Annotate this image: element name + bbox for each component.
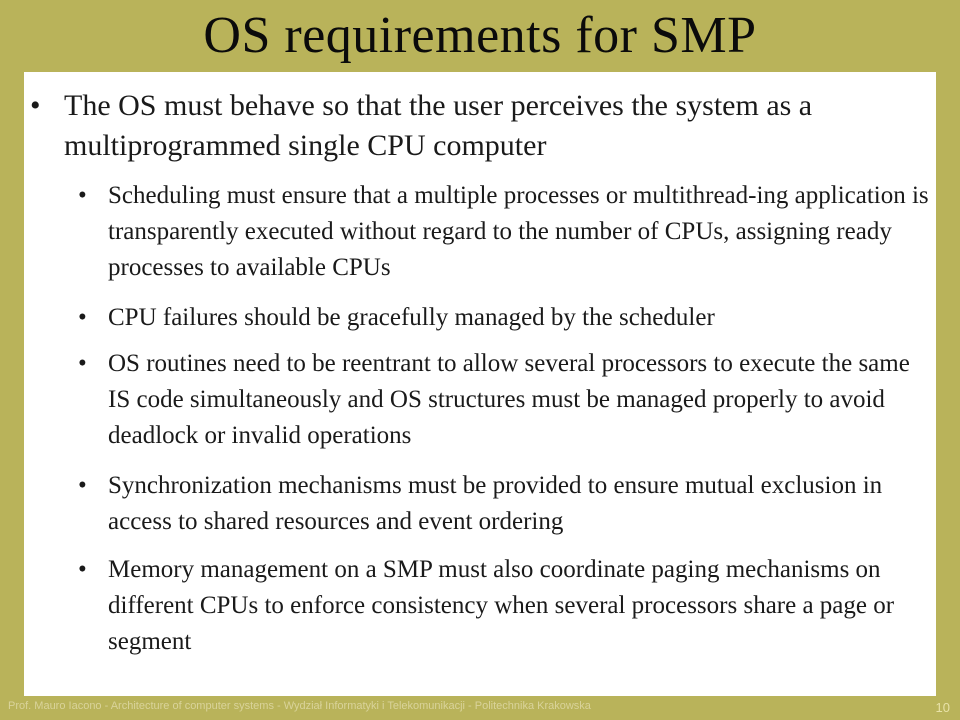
bullet-dot: • [30, 89, 41, 122]
bullet-dot: • [78, 350, 87, 377]
bullet-dot: • [78, 556, 87, 583]
bullet-dot: • [78, 304, 87, 331]
main-bullet [30, 86, 930, 166]
sub-bullet-text: Synchronization mechanisms must be provided to ensure mutual exclusion in access to shared resources and event ordering [108, 472, 883, 535]
sub-bullet-reentrant [78, 346, 936, 454]
sub-bullet-text: CPU failures should be gracefully managed by the scheduler [108, 304, 715, 331]
bullet-dot: • [78, 182, 87, 209]
sub-bullet-text: Scheduling must ensure that a multiple processes or multithread-ing application is transparently executed without regard to the number of CPUs, assigning ready processes to available CPUs [108, 182, 929, 281]
main-bullet-text: The OS must behave so that the user perceives the system as a multiprogrammed single CPU computer [64, 89, 813, 162]
sub-bullet-cpu-failures [78, 300, 936, 336]
sub-bullet-scheduling [78, 178, 936, 286]
sub-bullet-text: OS routines need to be reentrant to allow several processors to execute the same IS code simultaneously and OS structures must be managed properly to avoid deadlock or invalid operations [108, 350, 910, 449]
bullet-dot: • [78, 472, 87, 499]
content-panel [24, 72, 936, 696]
slide-footer: Prof. Mauro Iacono - Architecture of computer systems - Wydział Informatyki i Telekomunikacji - Politechnika Krakowska [8, 700, 591, 712]
page-number: 10 [935, 700, 950, 715]
sub-bullet-text: Memory management on a SMP must also coordinate paging mechanisms on different CPUs to enforce consistency when several processors share a page or segment [108, 556, 895, 655]
sub-bullet-synchronization [78, 468, 936, 540]
sub-bullet-memory [78, 552, 936, 660]
slide-title: OS requirements for SMP [203, 7, 757, 64]
